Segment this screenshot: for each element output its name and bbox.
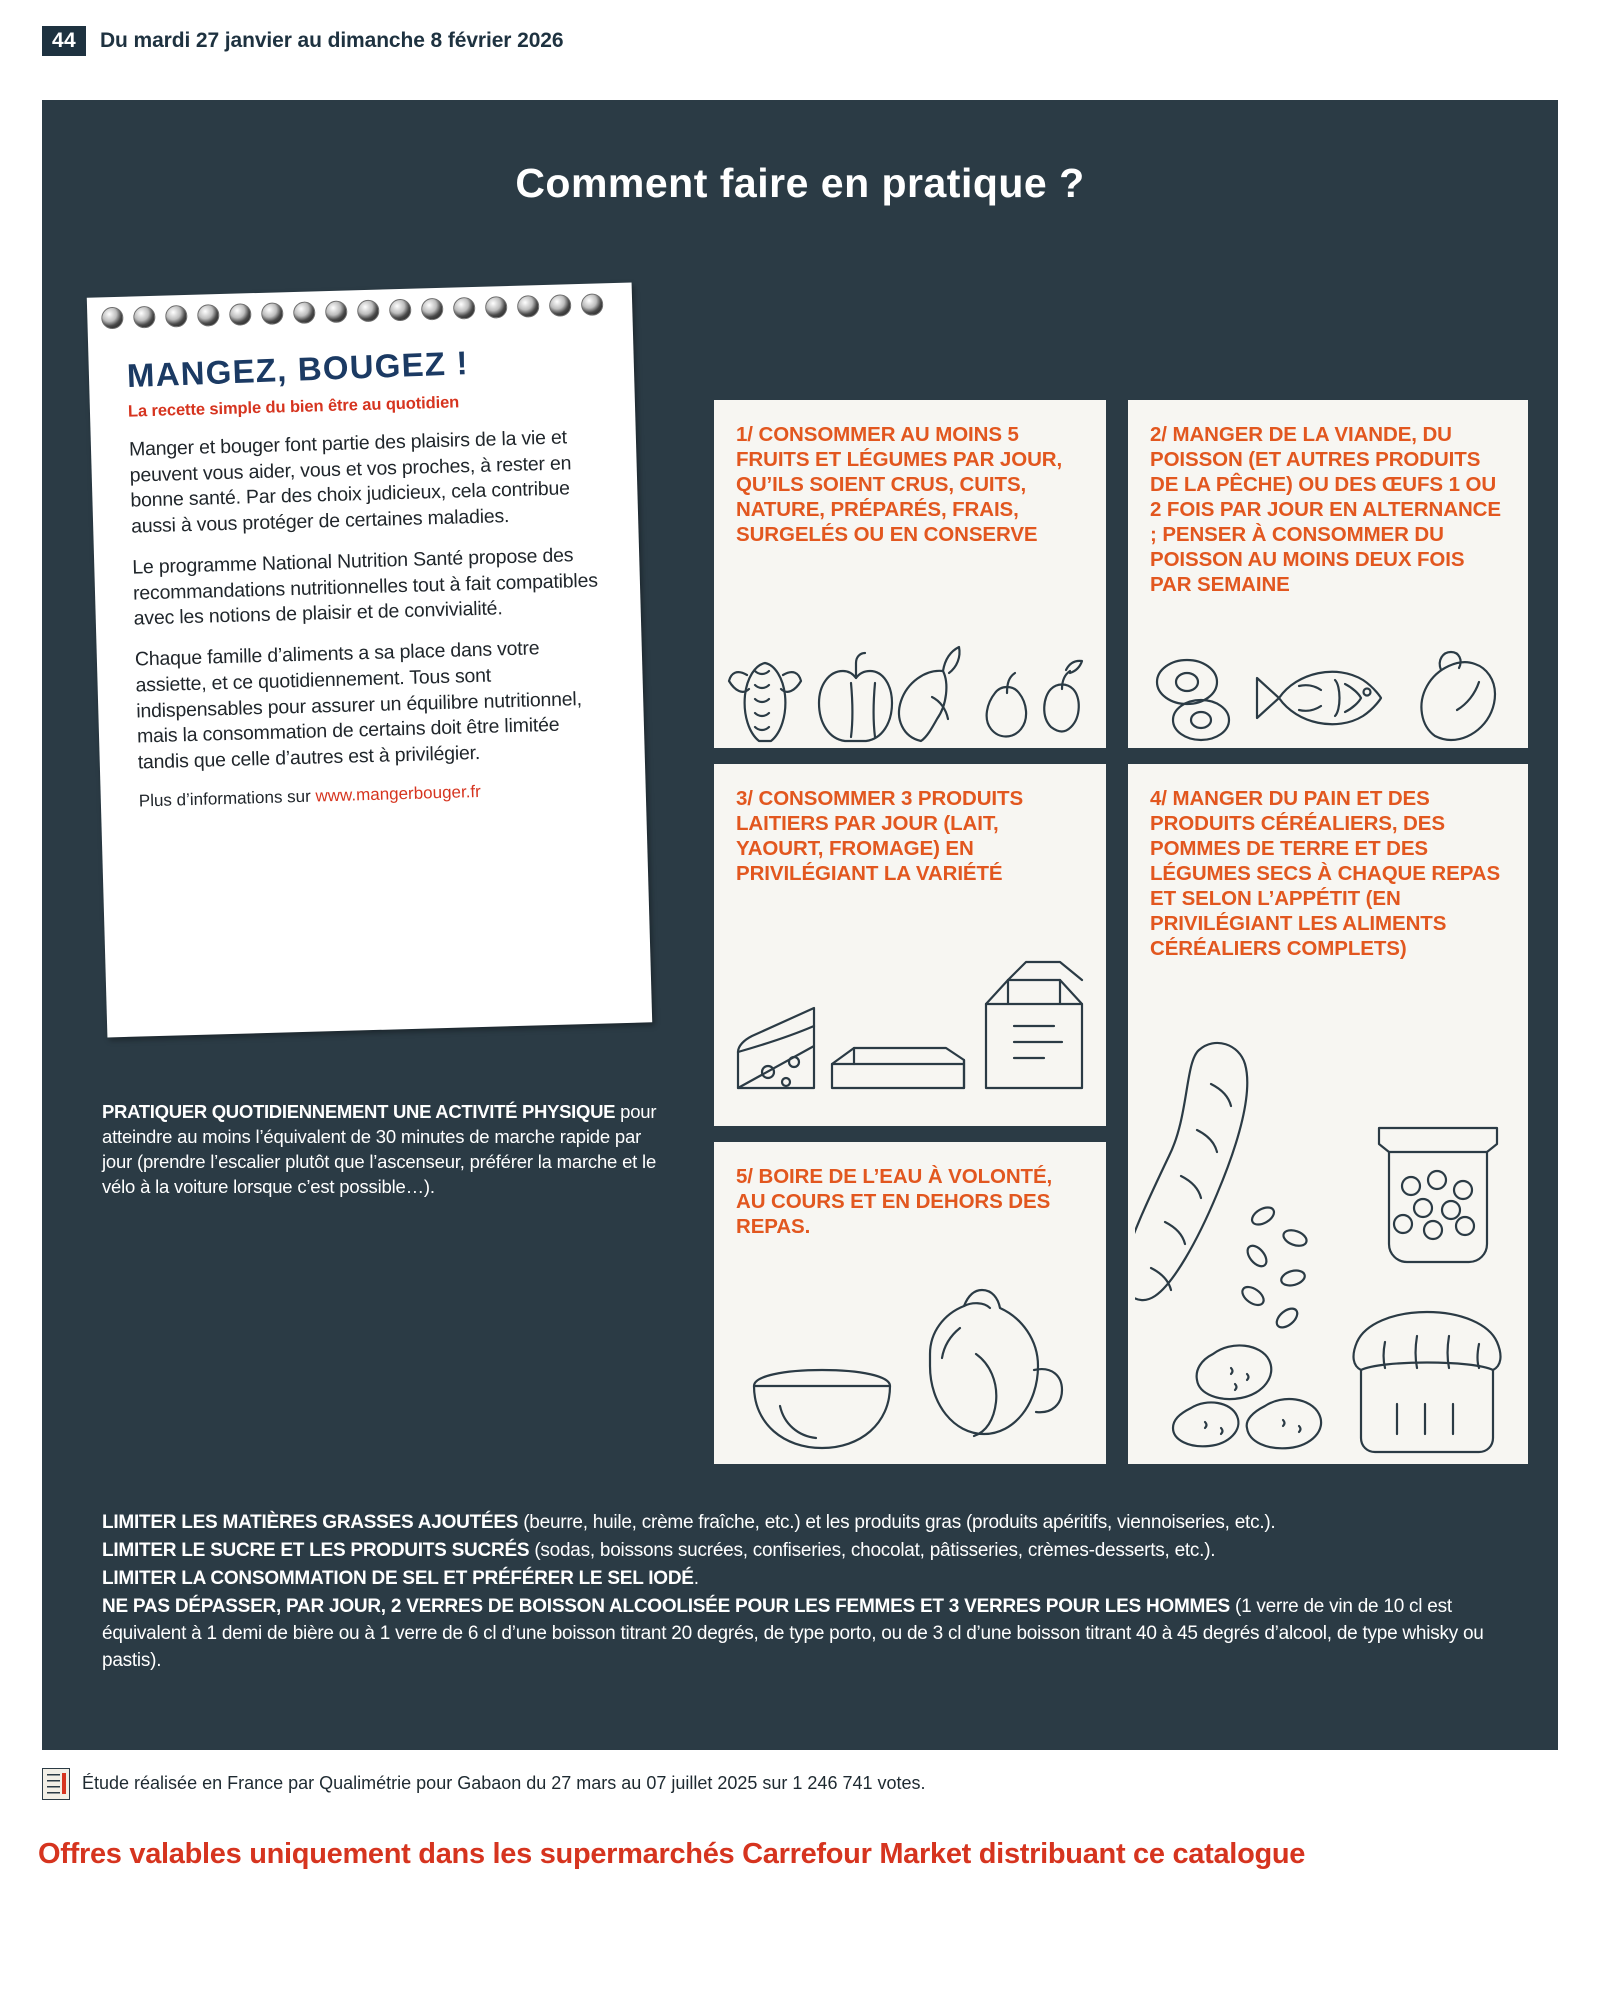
advice-card-4 [1128, 764, 1528, 1464]
study-footnote-text: Étude réalisée en France par Qualimétrie pour Gabaon du 27 mars au 07 juillet 2025 sur 1 246 741 votes. [82, 1773, 926, 1793]
limit-line-3-heading: LIMITER LA CONSOMMATION DE SEL ET PRÉFÉRER LE SEL IODÉ [102, 1567, 694, 1589]
notepad-paragraph-2: Le programme National Nutrition Santé propose des recommandations nutritionnelles tout à fait compatibles avec les notions de plaisir et de convivialité. [132, 544, 599, 630]
limit-line-4-heading: NE PAS DÉPASSER, PAR JOUR, 2 VERRES DE BOISSON ALCOOLISÉE POUR LES FEMMES ET 3 VERRES POUR LES HOMMES [102, 1595, 1230, 1617]
mangerbouger-link[interactable]: www.mangerbouger.fr [315, 781, 482, 806]
limit-line-4 [102, 1594, 1502, 1675]
vegetables-fruits-illustration [714, 623, 1106, 748]
notepad-title: MANGEZ, BOUGEZ ! [126, 344, 470, 395]
limit-line-4-body: (1 verre de vin de 10 cl est équivalent à 1 demi de bière ou à 1 verre de 6 cl d’une boisson titrant 20 degrés, de type porto, ou de 3 cl d’une boisson titrant 40 à 45 degrés d’alcool, de type whisky ou pastis). [102, 1595, 1484, 1671]
advice-card-5 [714, 1142, 1106, 1464]
physical-activity-body: pour atteindre au moins l’équivalent de 30 minutes de marche rapide par jour (prendre l’escalier plutôt que l’ascenseur, préférer la marche et le vélo à la voiture lorsque c’est possible…). [102, 1101, 657, 1197]
bread-cereals-potatoes-illustration [1128, 1024, 1528, 1464]
notepad-paragraph-1: Manger et bouger font partie des plaisirs de la vie et peuvent vous aider, vous et vos proches, à rester en bonne santé. Par des choix judicieux, cela contribue aussi à vous protéger de certaines maladies. [128, 426, 572, 538]
advice-card-2 [1128, 400, 1528, 748]
notepad-card [87, 283, 652, 1038]
limit-line-3-body: . [693, 1567, 699, 1589]
dairy-products-illustration [714, 956, 1106, 1126]
notepad-subtitle: La recette simple du bien être au quotidien [127, 393, 460, 421]
spiral-binding-icon [101, 293, 622, 342]
notepad-footer-prefix: Plus d’informations sur [138, 786, 316, 811]
limits-text-block [102, 1510, 1502, 1676]
advice-panel [42, 100, 1558, 1750]
advice-card-4-text: 4/ MANGER DU PAIN ET DES PRODUITS CÉRÉALIERS, DES POMMES DE TERRE ET DES LÉGUMES SECS À CHAQUE REPAS ET SELON L’APPÉTIT (EN PRIVILÉGIANT LES ALIMENTS CÉRÉALIERS COMPLETS) [1150, 787, 1501, 960]
advice-card-3-text: 3/ CONSOMMER 3 PRODUITS LAITIERS PAR JOUR (LAIT, YAOURT, FROMAGE) EN PRIVILÉGIANT LA VARIÉTÉ [736, 787, 1024, 885]
advice-card-1 [714, 400, 1106, 748]
limit-line-2-body: (sodas, boissons sucrées, confiseries, chocolat, pâtisseries, crèmes-desserts, etc.). [529, 1539, 1216, 1561]
limit-line-3 [102, 1566, 1502, 1593]
physical-activity-text [102, 1100, 662, 1200]
header-date-range: Du mardi 27 janvier au dimanche 8 février 2026 [99, 29, 564, 52]
page-header [42, 26, 563, 56]
advice-card-2-text: 2/ MANGER DE LA VIANDE, DU POISSON (ET AUTRES PRODUITS DE LA PÊCHE) OU DES ŒUFS 1 OU 2 FOIS PAR JOUR EN ALTERNANCE ; PENSER À CONSOMMER DU POISSON AU MOINS DEUX FOIS PAR SEMAINE [1150, 423, 1501, 596]
advice-card-3 [714, 764, 1106, 1126]
limit-line-2-heading: LIMITER LE SUCRE ET LES PRODUITS SUCRÉS [102, 1539, 530, 1561]
notepad-paragraph-3: Chaque famille d’aliments a sa place dans votre assiette, et ce quotidiennement. Tous sont indispensables pour assurer un équilibre nutritionnel, mais la consommation de certains doit être limitée tandis que celle d’autres est à privilégier. [134, 637, 583, 774]
limit-line-1-heading: LIMITER LES MATIÈRES GRASSES AJOUTÉES [102, 1512, 519, 1533]
limit-line-1-body: (beurre, huile, crème fraîche, etc.) et les produits gras (produits apéritifs, viennoiseries, etc.). [518, 1512, 1276, 1533]
offer-validity-text: Offres valables uniquement dans les supermarchés Carrefour Market distribuant ce catalogue [38, 1838, 1306, 1870]
document-note-icon [42, 1768, 70, 1800]
water-jug-bowl-illustration [714, 1274, 1106, 1464]
study-footnote [42, 1768, 1542, 1800]
physical-activity-heading: PRATIQUER QUOTIDIENNEMENT UNE ACTIVITÉ PHYSIQUE [102, 1101, 616, 1122]
advice-card-1-text: 1/ CONSOMMER AU MOINS 5 FRUITS ET LÉGUMES PAR JOUR, QU’ILS SOIENT CRUS, CUITS, NATURE, PRÉPARÉS, FRAIS, SURGELÉS OU EN CONSERVE [736, 423, 1063, 546]
notepad-footer [139, 778, 612, 811]
page-number-badge: 44 [42, 26, 86, 56]
limit-line-1 [102, 1510, 1502, 1537]
page-title: Comment faire en pratique ? [515, 160, 1085, 206]
fish-meat-egg-illustration [1128, 640, 1528, 748]
advice-card-5-text: 5/ BOIRE DE L’EAU À VOLONTÉ, AU COURS ET EN DEHORS DES REPAS. [736, 1165, 1053, 1238]
limit-line-2 [102, 1538, 1502, 1565]
